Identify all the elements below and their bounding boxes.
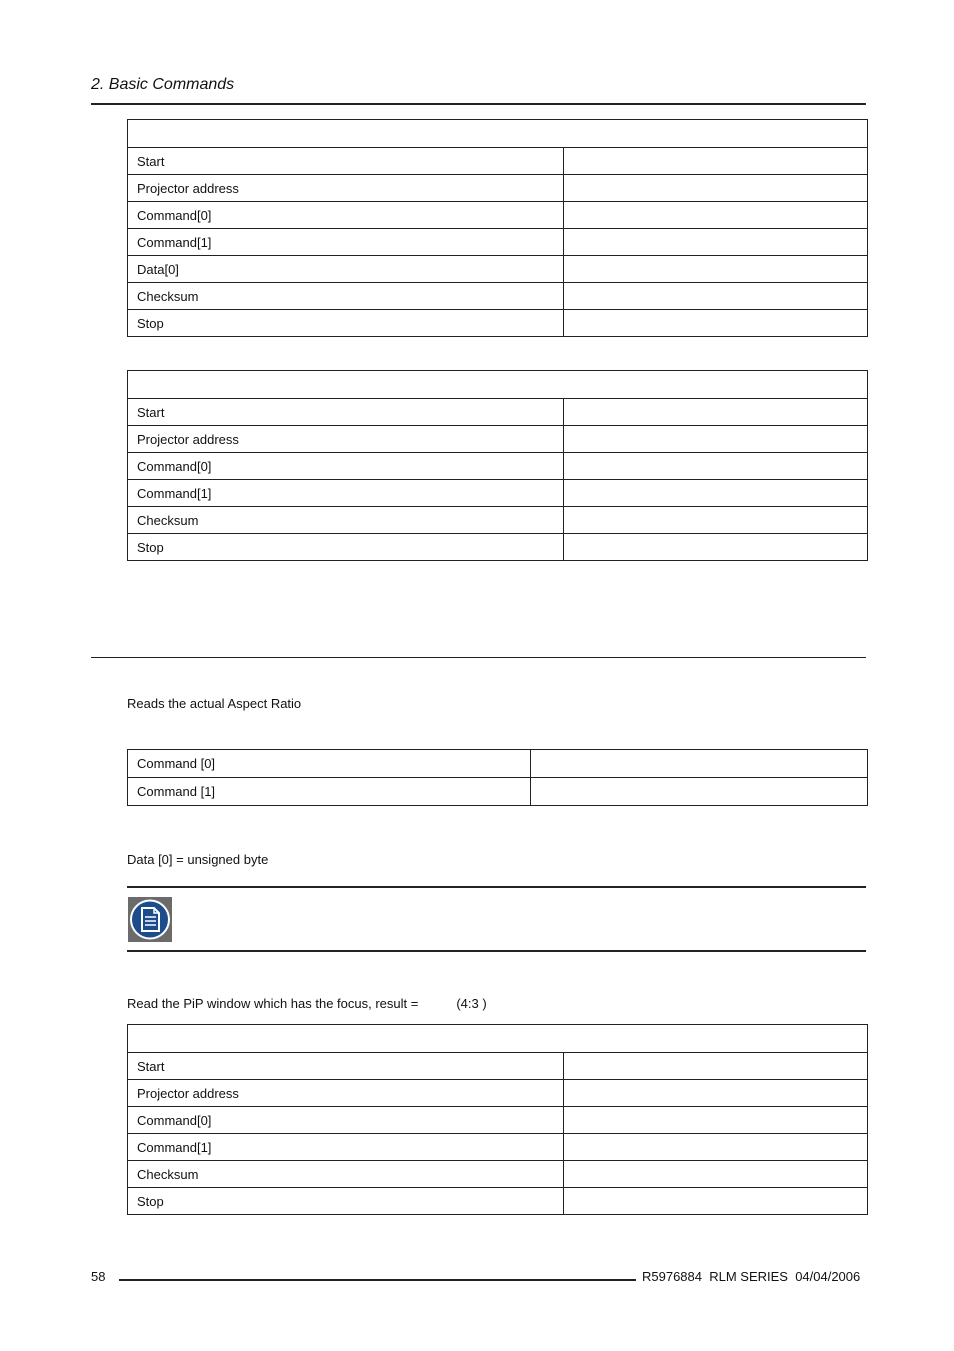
table-row [128,534,868,561]
footer-rule [119,1279,636,1281]
row-label: Command[0] [128,202,564,229]
row-label: Stop [128,534,564,561]
table-row [128,1161,868,1188]
row-value [564,1188,868,1215]
row-label: Checksum [128,1161,564,1188]
row-label: Command [0] [128,750,531,778]
pip-ratio: (4:3 ) [456,996,487,1011]
row-label: Projector address [128,1080,564,1107]
command-table-1 [127,119,868,337]
row-value [564,426,868,453]
page-number: 58 [91,1269,106,1284]
row-label: Command[0] [128,453,564,480]
row-value [564,534,868,561]
pip-text: Read the PiP window which has the focus, result = [127,996,419,1011]
document-info: R5976884 RLM SERIES 04/04/2006 [642,1269,861,1284]
command-code-table [127,749,868,806]
row-label: Projector address [128,175,564,202]
data-note-text: Data [0] = unsigned byte [127,852,269,867]
table-row [128,480,868,507]
table-row [128,175,868,202]
row-value [564,175,868,202]
row-value [564,148,868,175]
row-value [531,750,868,778]
row-value [564,480,868,507]
table-row [128,1134,868,1161]
command-table-2 [127,370,868,561]
row-label: Command [1] [128,778,531,806]
row-value [564,1053,868,1080]
row-value [564,1161,868,1188]
row-label: Command[0] [128,1107,564,1134]
table-row [128,507,868,534]
header-rule [91,103,866,105]
table-row [128,148,868,175]
row-value [564,256,868,283]
row-label: Checksum [128,283,564,310]
row-value [564,1080,868,1107]
row-label: Command[1] [128,480,564,507]
table-row [128,283,868,310]
note-document-icon [128,897,172,942]
table-row [128,750,868,778]
table-row [128,778,868,806]
row-value [564,453,868,480]
row-label: Command[1] [128,1134,564,1161]
section-title: 2. Basic Commands [91,76,235,93]
table-row [128,310,868,337]
row-value [564,399,868,426]
row-label: Start [128,1053,564,1080]
row-label: Projector address [128,426,564,453]
table-row [128,1053,868,1080]
row-value [564,229,868,256]
table-row [128,229,868,256]
section-rule [91,657,866,658]
table-row [128,453,868,480]
table-header [128,371,868,399]
note-bottom-rule [127,950,866,952]
row-value [564,1134,868,1161]
table-row [128,1188,868,1215]
table-row [128,426,868,453]
note-top-rule [127,886,866,888]
table-row [128,1107,868,1134]
row-label: Stop [128,1188,564,1215]
table-header [128,120,868,148]
row-value [564,283,868,310]
table-header [128,1025,868,1053]
pip-description [127,996,487,1011]
row-value [564,202,868,229]
table-row [128,256,868,283]
command-table-3 [127,1024,868,1215]
row-label: Data[0] [128,256,564,283]
description-text: Reads the actual Aspect Ratio [127,696,302,711]
row-label: Start [128,399,564,426]
row-label: Command[1] [128,229,564,256]
row-label: Start [128,148,564,175]
row-value [564,310,868,337]
row-value [531,778,868,806]
row-value [564,1107,868,1134]
table-row [128,202,868,229]
row-label: Checksum [128,507,564,534]
row-label: Stop [128,310,564,337]
row-value [564,507,868,534]
table-row [128,1080,868,1107]
table-row [128,399,868,426]
